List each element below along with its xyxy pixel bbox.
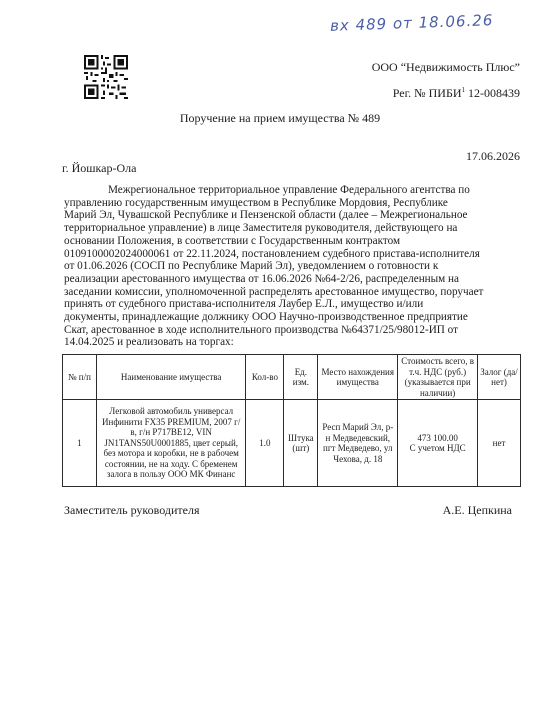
header-quantity: Кол-во: [246, 355, 284, 400]
registration-prefix: Рег. № ПИБИ: [392, 86, 462, 100]
cost-note: С учетом НДС: [409, 443, 466, 453]
document-date: 17.06.2026: [466, 149, 520, 163]
document-city: г. Йошкар-Ола: [62, 161, 137, 175]
cell-unit: Штука (шт): [284, 400, 318, 487]
header-location: Место нахождения имущества: [318, 355, 398, 400]
body-paragraph: Межрегиональное территориальное управление Федерального агентства по управлению государственным имуществом в Республике Мордовия, Республике Марий Эл, Чувашской Республике и Пензенской области (далее – Межрегиональное территориальное управление) в лице Заместителя руководителя, действующего на основании Положения, в соответствии с Государственным контрактом 0109100002024000061 от 22.11.2024, постановлением судебного пристава-исполнителя от 01.06.2026 (СОСП по Республике Марий Эл), уведомлением о готовности к реализации арестованного имущества от 16.06.2026 №64-2/26, распределенным на заседании комиссии, уполномоченной распределять арестованное имущество, поручает принять от судебного пристава-исполнителя Лаубер Е.Л., имущество и/или документы, принадлежащие должнику ООО Научно-производственное предприятие Скат, арестованное в ходе исполнительного производства №64371/25/98012-ИП от 14.04.2025 и реализовать на торгах:: [64, 184, 484, 349]
header-name: Наименование имущества: [96, 355, 246, 400]
header-cost: Стоимость всего, в т.ч. НДС (руб.) (указывается при наличии): [398, 355, 478, 400]
registration-value: 12-008439: [465, 86, 520, 100]
registration-superscript: 1: [461, 86, 465, 94]
cell-quantity: 1.0: [246, 400, 284, 487]
organization-name: ООО “Недвижимость Плюс”: [371, 60, 520, 74]
cell-number: 1: [63, 400, 97, 487]
property-table: [62, 354, 521, 487]
signatory-name: А.Е. Цепкина: [442, 503, 512, 517]
table-row: [63, 400, 521, 487]
header-number: № п/п: [63, 355, 97, 400]
table-header-row: [63, 355, 521, 400]
cost-value: 473 100.00: [417, 432, 458, 443]
handwritten-registration-note: вх 489 от 18.06.26: [329, 11, 494, 35]
header-unit: Ед. изм.: [284, 355, 318, 400]
registration-number: [393, 86, 520, 101]
cell-name: Легковой автомобиль универсал Инфинити FX35 PREMIUM, 2007 г/в, г/н Р717ВЕ12, VIN JN1TANS50U0001885, цвет серый, без мотора и коробки, не в рабочем состоянии, не на ходу. С бременем залога в пользу ООО МК Финанс: [96, 400, 246, 487]
signatory-position: Заместитель руководителя: [64, 503, 200, 517]
header-pledge: Залог (да/нет): [478, 355, 521, 400]
qr-code-icon: [84, 55, 128, 99]
document-title: Поручение на прием имущества № 489: [179, 111, 381, 125]
cell-location: Респ Марий Эл, р-н Медведевский, пгт Медведево, ул Чехова, д. 18: [318, 400, 398, 487]
cell-pledge: нет: [478, 400, 521, 487]
cell-cost: [398, 400, 478, 487]
